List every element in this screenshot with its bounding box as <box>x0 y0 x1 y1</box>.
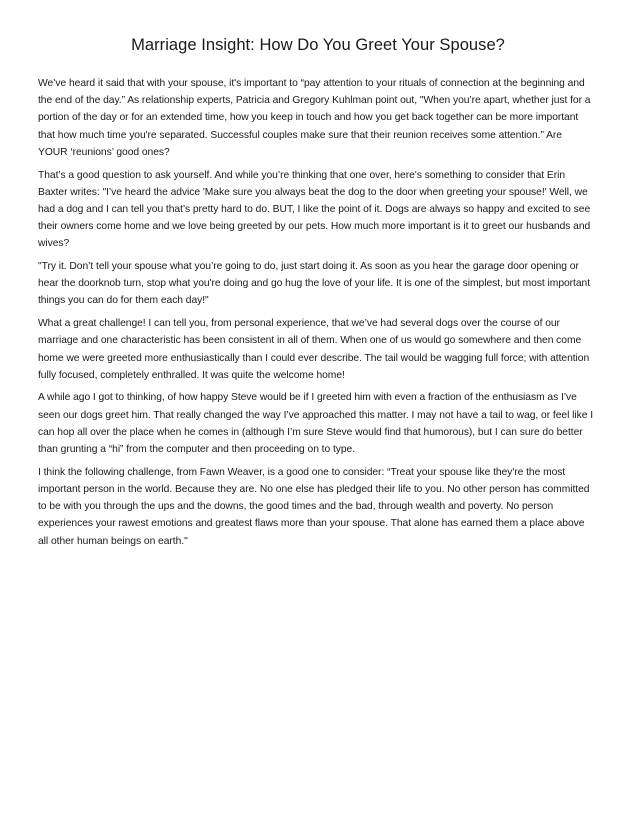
paragraph-3: "Try it. Don’t tell your spouse what you’re going to do, just start doing it. As soon as you hear the garage door opening or hear the doorknob turn, stop what you're doing and go hug the love of your life. It is one of the simplest, but most important things you can do for them each day!" <box>38 261 591 307</box>
page-title: Marriage Insight: How Do You Greet Your Spouse? <box>131 36 505 54</box>
paragraph-6: I think the following challenge, from Fawn Weaver, is a good one to consider: “Treat your spouse like they're the most important person in the world. Because they are. No one else has pledged their life to you. No other person has committed to be with you through the ups and the downs, the good times and the bad, through wealth and poverty. No person experiences your rawest emotions and greatest flaws more than your spouse. That alone has earned them a place above all other human beings on earth." <box>38 466 590 547</box>
paragraph-5: A while ago I got to thinking, of how happy Steve would be if I greeted him with even a fraction of the enthusiasm as I’ve seen our dogs greet him. That really changed the way I’ve approached this matter. I may not have a tail to wag, or feel like I can hop all over the place when he comes in (although I’m sure Steve would find that humorous), but I can sure do better than grunting a “hi” from the computer and then proceeding on to type. <box>38 392 594 456</box>
paragraph-1: We’ve heard it said that with your spouse, it's important to “pay attention to your rituals of connection at the beginning and the end of the day.” As relationship experts, Patricia and Gregory Kuhlman point out, "When you’re apart, whether just for a portion of the day or for an extended time, how you keep in touch and how you get back together can be more important that how much time you're separated. Successful couples make sure that their reunion receives some attention.” Are YOUR ‘reunions’ good ones? <box>38 78 591 158</box>
paragraph-4: What a great challenge! I can tell you, from personal experience, that we’ve had several dogs over the course of our marriage and one characteristic has been consistent in all of them. When one of us would go somewhere and then come home we were greeted more enthusiastically than I could ever describe. The tail would be wagging full force; with attention fully focused, completely enthralled. It was quite the welcome home! <box>38 318 590 381</box>
paragraph-2: That’s a good question to ask yourself. And while you’re thinking that one over, here's something to consider that Erin Baxter writes: "I’ve heard the advice 'Make sure you always beat the dog to the door when greeting your spouse!' Well, we had a dog and I can tell you that’s pretty hard to do. BUT, I like the point of it. Dogs are always so happy and excited to see their owners come home and we love being greeted by our pets. How much more important is it to greet our husbands and wives? <box>38 169 591 250</box>
